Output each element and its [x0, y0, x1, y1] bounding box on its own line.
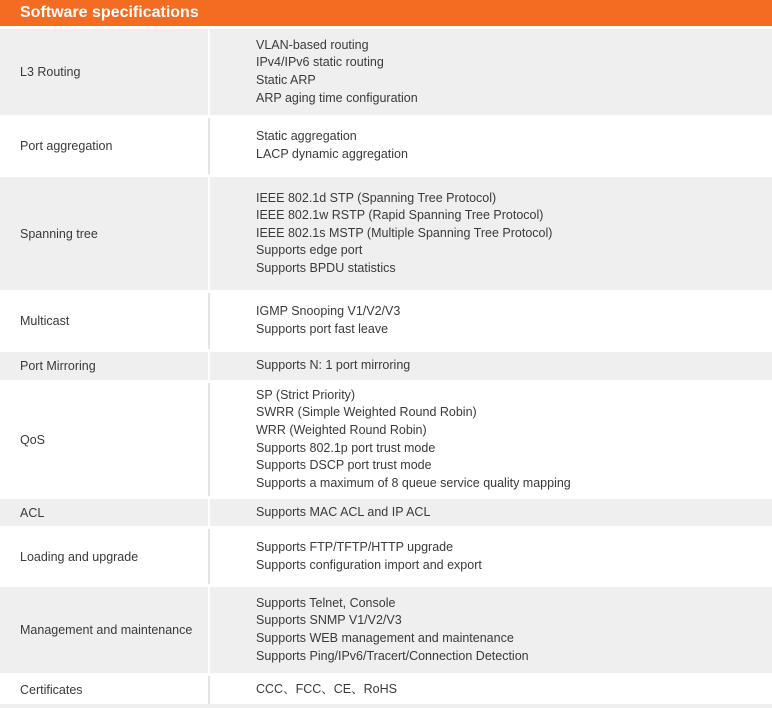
table-row — [0, 496, 772, 526]
row-label: Multicast — [0, 293, 210, 349]
row-values — [210, 529, 772, 584]
table-row — [0, 380, 772, 496]
row-label: Loading and upgrade — [0, 529, 210, 584]
value-line: Supports DSCP port trust mode — [256, 458, 432, 473]
row-label: Port aggregation — [0, 118, 210, 174]
table-row — [0, 290, 772, 349]
row-label: Spanning tree — [0, 177, 210, 290]
table-title: Software specifications — [0, 0, 772, 26]
table-row — [0, 174, 772, 290]
row-values — [210, 29, 772, 115]
row-values — [210, 177, 772, 290]
value-line: Supports configuration import and export — [256, 557, 482, 572]
row-label: QoS — [0, 383, 210, 496]
row-label: L3 Routing — [0, 29, 210, 115]
row-values — [210, 383, 772, 496]
value-line: Supports SNMP V1/V2/V3 — [256, 613, 402, 628]
table-row — [0, 115, 772, 174]
value-line: LACP dynamic aggregation — [256, 147, 408, 161]
row-label: Management and maintenance — [0, 587, 210, 673]
row-label: Certificates — [0, 676, 210, 704]
value-line: IPv4/IPv6 static routing — [256, 55, 384, 70]
row-values — [210, 676, 772, 704]
value-line: IEEE 802.1w RSTP (Rapid Spanning Tree Protocol) — [256, 208, 544, 223]
value-line: Supports FTP/TFTP/HTTP upgrade — [256, 539, 454, 554]
table-row — [0, 673, 772, 704]
value-line: Supports WEB management and maintenance — [256, 631, 514, 645]
value-line: Supports BPDU statistics — [256, 260, 396, 275]
value-line: Supports MAC ACL and IP ACL — [256, 504, 431, 519]
value-line: Supports a maximum of 8 queue service quality mapping — [256, 475, 571, 490]
value-line: Supports N: 1 port mirroring — [256, 358, 411, 373]
value-line: Static aggregation — [256, 129, 357, 144]
row-label: ACL — [0, 499, 210, 526]
row-values — [210, 587, 772, 673]
spec-rows — [0, 26, 772, 704]
value-line: ARP aging time configuration — [256, 90, 418, 105]
value-line: Static ARP — [256, 73, 316, 87]
value-line: IEEE 802.1s MSTP (Multiple Spanning Tree Protocol) — [256, 225, 553, 240]
value-line: Supports 802.1p port trust mode — [256, 440, 436, 455]
row-values — [210, 352, 772, 380]
value-line: SP (Strict Priority) — [256, 387, 356, 402]
table-row — [0, 584, 772, 673]
row-values — [210, 293, 772, 349]
row-values — [210, 499, 772, 526]
value-line: Supports edge port — [256, 243, 363, 258]
table-row — [0, 26, 772, 115]
value-line: Supports port fast leave — [256, 322, 389, 336]
value-line: Supports Telnet, Console — [256, 595, 396, 610]
value-line: CCC、FCC、CE、RoHS — [256, 682, 397, 697]
value-line: IEEE 802.1d STP (Spanning Tree Protocol) — [256, 190, 497, 205]
value-line: WRR (Weighted Round Robin) — [256, 422, 427, 437]
value-line: Supports Ping/IPv6/Tracert/Connection Detection — [256, 648, 529, 663]
table-bottom-edge — [0, 704, 772, 708]
row-label: Port Mirroring — [0, 352, 210, 380]
value-line: VLAN-based routing — [256, 37, 369, 52]
table-row — [0, 349, 772, 380]
value-line: SWRR (Simple Weighted Round Robin) — [256, 405, 477, 420]
table-row — [0, 526, 772, 584]
row-values — [210, 118, 772, 174]
value-line: IGMP Snooping V1/V2/V3 — [256, 304, 401, 319]
